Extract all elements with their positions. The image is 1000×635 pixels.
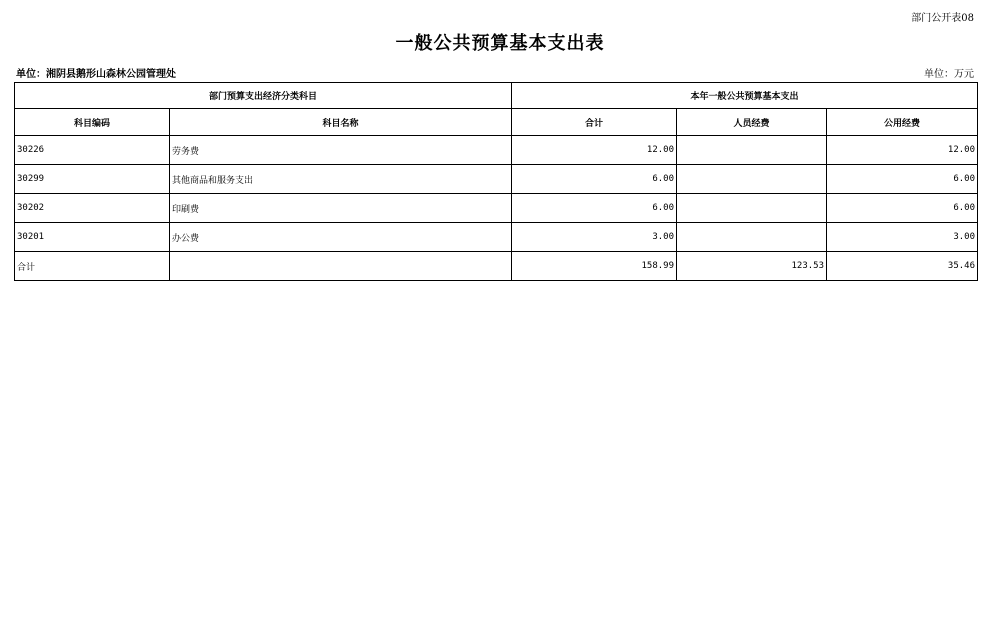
group-header-classification: 部门预算支出经济分类科目 [15,83,512,109]
cell-name: 印刷费 [170,194,512,223]
cell-code: 30226 [15,136,170,165]
col-header-name: 科目名称 [170,109,512,136]
table-row [15,194,978,223]
col-header-total: 合计 [512,109,677,136]
cell-total: 3.00 [512,223,677,252]
column-header-row [15,109,978,136]
cell-total: 6.00 [512,194,677,223]
cell-name: 办公费 [170,223,512,252]
cell-name: 其他商品和服务支出 [170,165,512,194]
group-header-expenditure: 本年一般公共预算基本支出 [512,83,978,109]
cell-personnel [677,223,827,252]
cell-public: 6.00 [827,194,978,223]
document-code: 部门公开表08 [911,13,974,24]
total-label: 合计 [15,252,170,281]
group-header-row [15,83,978,109]
table-row [15,165,978,194]
page-title: 一般公共预算基本支出表 [395,33,605,54]
total-public: 35.46 [827,252,978,281]
col-header-personnel: 人员经费 [677,109,827,136]
cell-personnel [677,194,827,223]
total-personnel: 123.53 [677,252,827,281]
budget-table [14,82,978,281]
cell-name: 劳务费 [170,136,512,165]
total-name [170,252,512,281]
col-header-code: 科目编码 [15,109,170,136]
total-total: 158.99 [512,252,677,281]
cell-personnel [677,165,827,194]
cell-public: 3.00 [827,223,978,252]
cell-public: 12.00 [827,136,978,165]
table-row [15,136,978,165]
cell-code: 30299 [15,165,170,194]
table-row [15,223,978,252]
cell-total: 6.00 [512,165,677,194]
cell-public: 6.00 [827,165,978,194]
col-header-public: 公用经费 [827,109,978,136]
cell-total: 12.00 [512,136,677,165]
cell-personnel [677,136,827,165]
currency-unit: 单位：万元 [924,69,974,80]
department-unit: 单位：湘阴县鹅形山森林公园管理处 [16,69,176,80]
cell-code: 30202 [15,194,170,223]
total-row [15,252,978,281]
cell-code: 30201 [15,223,170,252]
